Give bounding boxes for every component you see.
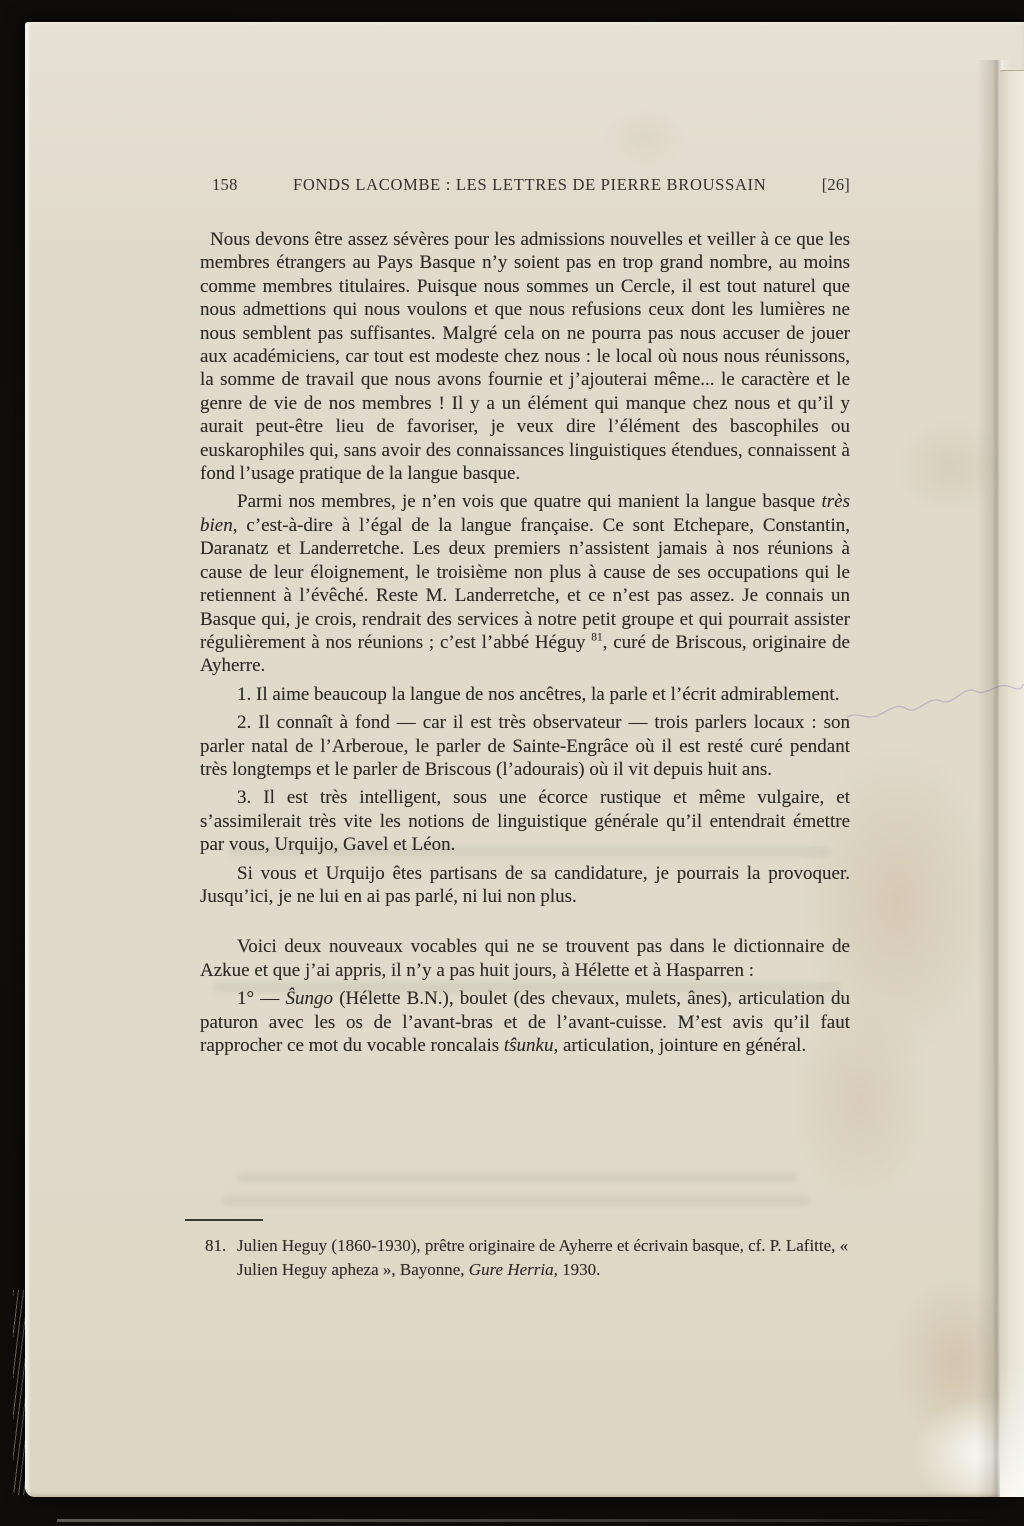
paragraph: 3. Il est très intelligent, sous une écorce rustique et même vulgaire, et s’assimilerait très vite les notions de linguistique générale qu’il entendrait émettre par vous, Urquijo, Gavel et Léon. [200, 787, 850, 856]
next-page-edge [1000, 70, 1024, 1497]
paragraph: Parmi nos membres, je n’en vois que quatre qui manient la langue basque très bien, c’est-à-dire à l’égal de la langue française. Ce sont Etchepare, Constantin, Daranatz et Landerretche. Les deux premiers n’assistent jamais à nos réunions à cause de leur éloignement, le troisième non plus à cause de ses occupations qui le retiennent à l’évêché. Reste M. Landerretche, et ce n’est pas assez. Je connais un Basque qui, je crois, rendrait des services à notre petit groupe et qui pourrait assister régulièrement à nos réunions ; c’est l’abbé Héguy $^{81}$, curé de Briscous, originaire de Ayherre. [200, 491, 850, 677]
paragraph: 1. Il aime beaucoup la langue de nos ancêtres, la parle et l’écrit admirablement. [237, 683, 840, 705]
page-header [200, 175, 850, 195]
footnote-rule [185, 1219, 263, 1221]
paragraph: 1° — Ŝungo (Hélette B.N.), boulet (des chevaux, mulets, ânes), articulation du paturon avec les os de l’avant-bras et de l’avant-cuisse. M’est avis qu’il faut rapprocher ce mot du vocable roncalais tŝunku, articulation, jointure en général. [200, 988, 850, 1056]
paragraph: Voici deux nouveaux vocables qui ne se trouvent pas dans le dictionnaire de Azkue et que j’ai appris, il n’y a pas huit jours, à Hélette et à Hasparren : [200, 936, 850, 981]
ink-squiggle [845, 677, 1024, 727]
page-body [200, 228, 850, 1057]
footnote [205, 1234, 853, 1281]
paragraph: Nous devons être assez sévères pour les admissions nouvelles et veiller à ce que les membres étrangers au Pays Basque n’y soient pas en trop grand nombre, au moins comme membres titulaires. Puisque nous sommes un Cercle, il est tout naturel que nous admettions qui nous voulons et que nous refusions ceux dont les lumières ne nous semblent pas suffisantes. Malgré cela on ne pourra pas nous accuser de jouer aux académiciens, car tout est modeste chez nous : le local où nous nous réunissons, la somme de travail que nous avons fournie et j’ajouterai même... le caractère et le genre de vie de nos membres ! Il y a un élément qui manque chez nous et qu’il y aurait peut-être lieu de favoriser, je veux dire l’élément des bascophiles ou euskarophiles qui, sans avoir des connaissances linguistiques étendues, connaissent à fond l’usage pratique de la langue basque. [200, 229, 850, 485]
footnote-number: 81. [205, 1236, 227, 1255]
paragraph: 2. Il connaît à fond — car il est très observateur — trois parlers locaux : son parler natal de l’Arberoue, le parler de Sainte-Engrâce où il est resté curé pendant très longtemps et le parler de Briscous (l’adourais) où il vit depuis huit ans. [200, 712, 850, 780]
page-bottom-edge [57, 1519, 1002, 1522]
paragraph: Si vous et Urquijo êtes partisans de sa candidature, je pourrais la provoquer. Jusqu’ici, je ne lui en ai pas parlé, ni lui non plus. [200, 862, 850, 907]
page-number: 158 [212, 175, 238, 194]
book-page [25, 22, 1024, 1497]
footnote-text: Julien Heguy (1860-1930), prêtre originaire de Ayherre et écrivain basque, cf. P. Lafitte, « Julien Heguy apheza », Bayonne, Gure Herria, 1930. [237, 1236, 849, 1279]
issue-ref: [26] [821, 175, 850, 194]
running-title: FONDS LACOMBE : LES LETTRES DE PIERRE BROUSSAIN [292, 175, 767, 194]
show-through-text [237, 1172, 797, 1183]
show-through-text [221, 1195, 811, 1206]
